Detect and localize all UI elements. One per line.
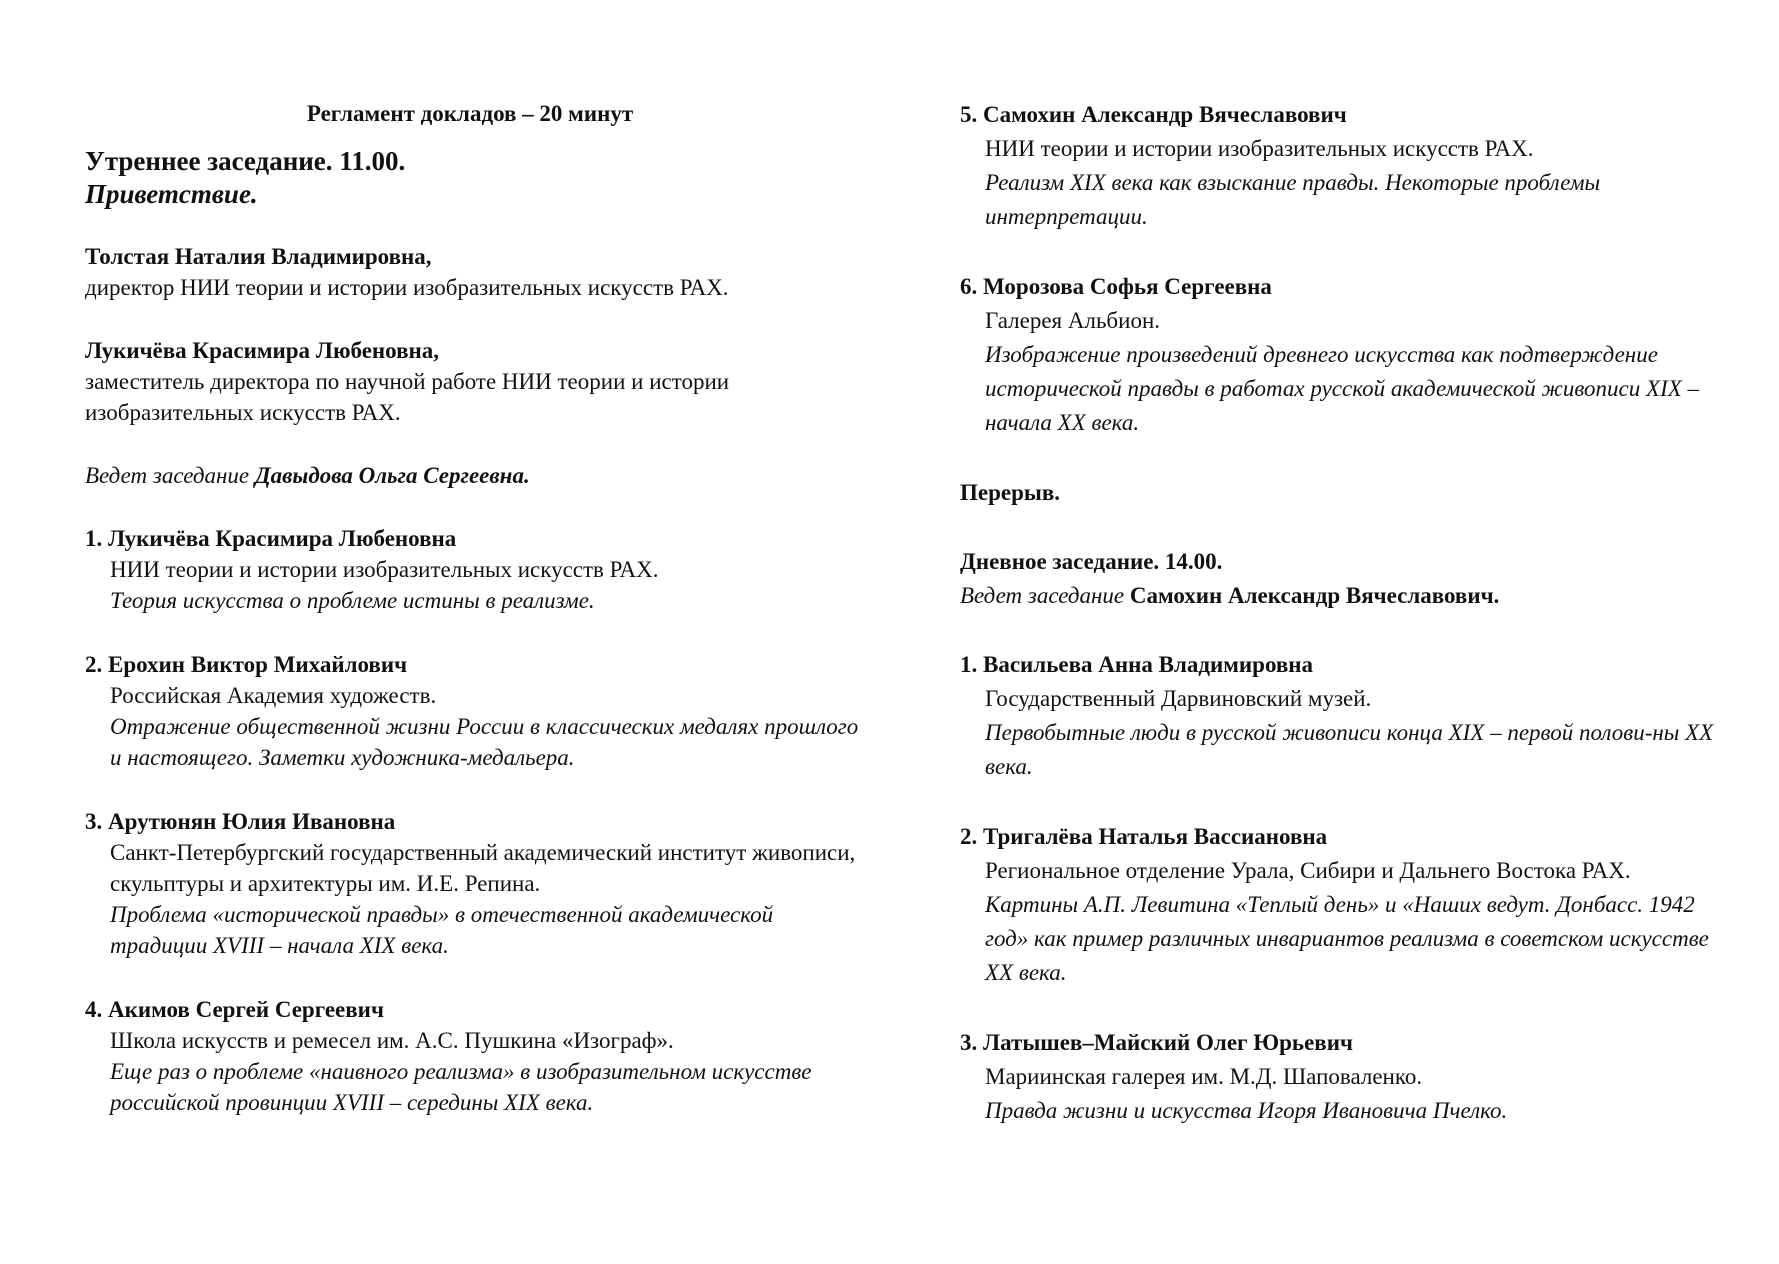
morning-session-title: Утреннее заседание. 11.00. [85,146,406,176]
talk-item [85,806,865,961]
speaker-organization: Региональное отделение Урала, Сибири и Дальнего Востока РАХ. [985,858,1631,883]
speaker-name: 3. Латышев–Майский Олег Юрьевич [960,1030,1353,1055]
afternoon-chair [960,579,1740,613]
talk-item [85,994,865,1118]
talk-item [960,270,1740,440]
speaker-name: 2. Тригалёва Наталья Вассиановна [960,824,1328,849]
talk-title: Отражение общественной жизни России в классических медалях прошлого и настоящего. Заметки художника-медальера. [110,714,859,770]
talk-title: Первобытные люди в русской живописи конца XIX – первой полови-ны XX века. [985,720,1714,779]
speaker-organization: Мариинская галерея им. М.Д. Шаповаленко. [985,1064,1423,1089]
talk-item [960,648,1740,784]
greeter-name: Лукичёва Красимира Любеновна, [85,338,440,363]
greeter-block [85,335,865,428]
break-label: Перерыв. [960,480,1061,505]
speaker-name: 1. Лукичёва Красимира Любеновна [85,526,457,551]
chair-label: Ведет заседание [960,583,1125,608]
talk-title: Картины А.П. Левитина «Теплый день» и «Наших ведут. Донбасс. 1942 год» как пример различных инвариантов реализма в советском искусстве XX века. [985,892,1709,985]
speaker-organization: Российская Академия художеств. [110,683,437,708]
reglament-heading: Регламент докладов – 20 минут [306,101,634,126]
talk-item [960,1026,1740,1128]
chair-name: Давыдова Ольга Сергеевна. [254,463,530,488]
speaker-organization: Государственный Дарвиновский музей. [985,686,1372,711]
talk-item [960,820,1740,990]
greeter-role: директор НИИ теории и истории изобразительных искусств РАХ. [85,275,729,300]
talk-title: Теория искусства о проблеме истины в реализме. [110,588,595,613]
speaker-name: 3. Арутюнян Юлия Ивановна [85,809,396,834]
left-column [85,98,865,1151]
talk-item [85,649,865,773]
speaker-organization: Санкт-Петербургский государственный академический институт живописи, скульптуры и архитектуры им. И.Е. Репина. [110,840,856,896]
speaker-name: 1. Васильева Анна Владимировна [960,652,1314,677]
talk-title: Правда жизни и искусства Игоря Ивановича Пчелко. [985,1098,1508,1123]
greeting-heading: Приветствие. [85,179,258,209]
speaker-organization: НИИ теории и истории изобразительных искусств РАХ. [110,557,659,582]
speaker-name: 2. Ерохин Виктор Михайлович [85,652,408,677]
greeter-name: Толстая Наталия Владимировна, [85,244,432,269]
talk-title: Проблема «исторической правды» в отечественной академической традиции XVIII – начала XIX века. [110,902,774,958]
chair-label: Ведет заседание [85,463,250,488]
talk-item [85,523,865,616]
talk-title: Реализм XIX века как взыскание правды. Некоторые проблемы интерпретации. [985,170,1601,229]
speaker-organization: НИИ теории и истории изобразительных искусств РАХ. [985,136,1534,161]
talk-item [960,98,1740,234]
greeter-role: заместитель директора по научной работе НИИ теории и истории изобразительных искусств РАХ. [85,369,730,425]
speaker-organization: Галерея Альбион. [985,308,1161,333]
right-column [960,98,1740,1164]
greeter-block [85,241,865,303]
morning-chair [85,460,865,491]
speaker-name: 5. Самохин Александр Вячеславович [960,102,1347,127]
afternoon-session-title: Дневное заседание. 14.00. [960,549,1223,574]
talk-title: Изображение произведений древнего искусства как подтверждение исторической правды в работах русской академической живописи XIX – начала XX века. [985,342,1700,435]
talk-title: Еще раз о проблеме «наивного реализма» в изобразительном искусстве российской провинции XVIII – середины XIX века. [110,1059,812,1115]
speaker-name: 4. Акимов Сергей Сергеевич [85,997,384,1022]
chair-name: Самохин Александр Вячеславович. [1129,583,1500,608]
speaker-organization: Школа искусств и ремесел им. А.С. Пушкина «Изограф». [110,1028,674,1053]
speaker-name: 6. Морозова Софья Сергеевна [960,274,1272,299]
